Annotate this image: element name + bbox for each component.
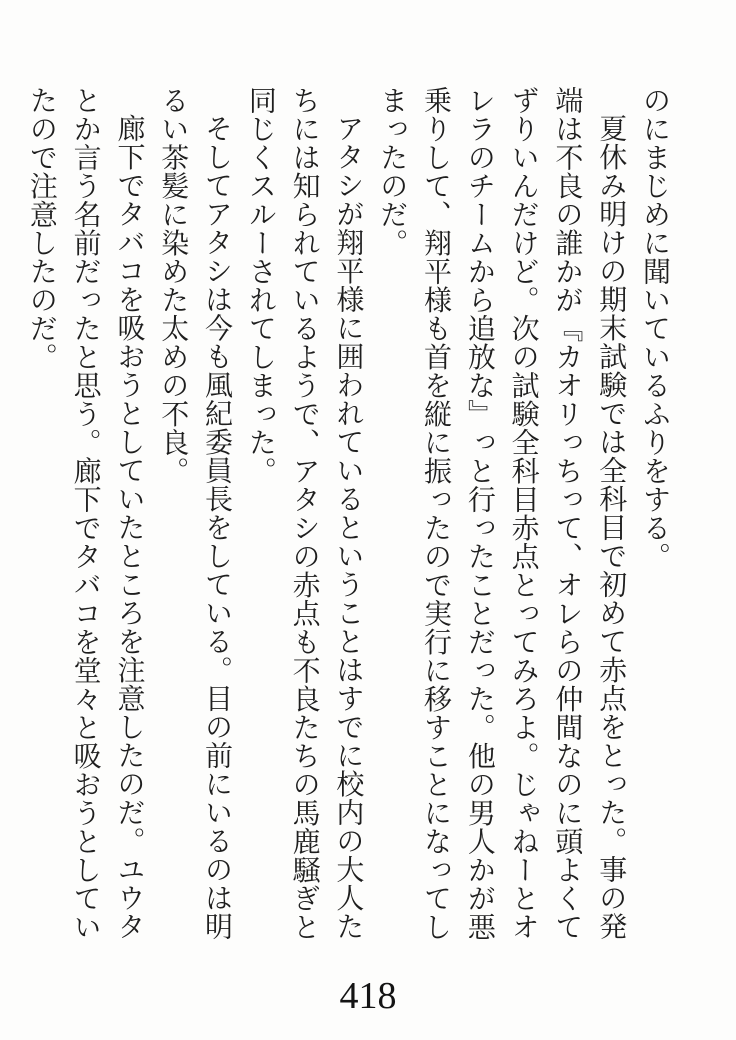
paragraph: のにまじめに聞いているふりをする。 xyxy=(639,86,670,571)
paragraph: アタシが翔平様に囲われているということはすでに校内の大人たちには知られているようで、アタシの赤点も不良たちの馬鹿騒ぎと同じくスルーされてしまった。 xyxy=(244,86,364,941)
page-number: 418 xyxy=(339,975,397,1017)
paragraph: そしてアタシは今も風紀委員長をしている。目の前にいるのは明るい茶髪に染めた太めの不良。 xyxy=(157,86,233,941)
paragraph: 廊下でタバコを吸おうとしていたところを注意したのだ。ユウタとか言う名前だったと思う。廊下でタバコを堂々と吸おうとしていたので注意したのだ。 xyxy=(25,86,145,941)
body-text xyxy=(25,86,676,968)
paragraph: 夏休み明けの期末試験では全科目で初めて赤点をとった。事の発端は不良の誰かが『カオリっちって、オレらの仲間なのに頭よくてずりいんだけど。次の試験全科目赤点とってみろよ。じゃねーとオレラのチームから追放な』っと行ったことだった。他の男人かが悪乗りして、翔平様も首を縦に振ったので実行に移すことになってしまったのだ。 xyxy=(376,86,627,941)
